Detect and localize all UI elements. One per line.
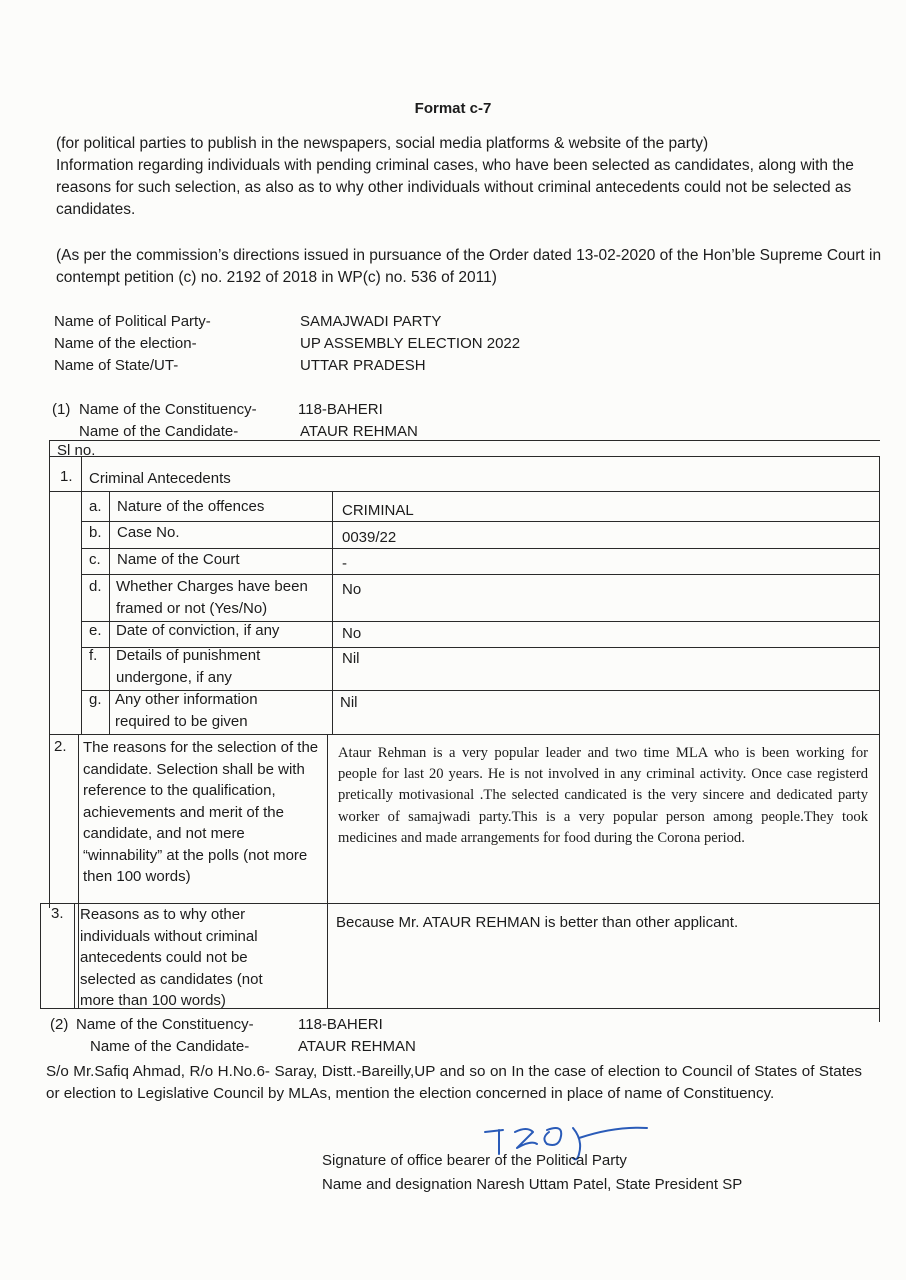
as-per-note: (As per the commission’s directions issued in pursuance of the Order dated 13-02-2020 of the Hon’ble Supreme Court in contempt petition (c) no. 2192 of 2018 in WP(c) no. 536 of 2011) xyxy=(56,247,882,286)
party-label: Name of Political Party- xyxy=(54,313,211,330)
row-label: Date of conviction, if any xyxy=(116,622,280,639)
section1-title: Criminal Antecedents xyxy=(89,470,231,487)
row-letter: e. xyxy=(89,622,102,639)
row-letter: f. xyxy=(89,647,98,664)
format-title: Format c-7 xyxy=(414,100,492,117)
election-label: Name of the election- xyxy=(54,335,197,352)
candidate1-info xyxy=(52,399,418,443)
section1-num: 1. xyxy=(60,468,73,485)
state-label: Name of State/UT- xyxy=(54,357,179,374)
intro-purpose: (for political parties to publish in the newspapers, social media platforms & website of the party) xyxy=(56,135,709,152)
candidate1-constituency-value: 118-BAHERI xyxy=(298,401,383,418)
candidate1-num: (1) xyxy=(52,401,71,418)
row-letter: g. xyxy=(89,691,102,708)
candidate1-candidate-value: ATAUR REHMAN xyxy=(300,423,418,440)
row-value: No xyxy=(342,581,362,598)
candidate1-candidate-label: Name of the Candidate- xyxy=(79,423,239,440)
row-value: Nil xyxy=(340,694,358,711)
row-letter: c. xyxy=(89,551,101,568)
row-value: Nil xyxy=(342,650,360,667)
section2-value: Ataur Rehman is a very popular leader and two time MLA who is been working for people for last 20 years. He is not involved in any criminal activity. Once case registerd pretically motivasional .The selected candicated is the very sincere and dedicated party worker of samajwadi party.This is a very popular person among people.They took medicines and made arrangements for food during the Corona period. xyxy=(338,745,868,846)
intro-block xyxy=(56,133,886,221)
section2-label: The reasons for the selection of the candidate. Selection shall be with reference to the qualification, achievements and merit of the candidate, and not mere “winnability” at the polls (not more then 100 words) xyxy=(83,739,319,885)
row-letter: a. xyxy=(89,498,102,515)
signature-label: Signature of office bearer of the Political Party xyxy=(322,1152,627,1169)
candidate2-address: S/o Mr.Safiq Ahmad, R/o H.No.6- Saray, Distt.-Bareilly,UP and so on In the case of election to Council of States of States or election to Legislative Council by MLAs, mention the election concerned in place of name of Constituency. xyxy=(46,1063,862,1102)
candidate1-constituency-label: Name of the Constituency- xyxy=(79,401,257,418)
candidate2-candidate-value: ATAUR REHMAN xyxy=(298,1038,416,1055)
row-label: Nature of the offences xyxy=(117,498,265,515)
row-label: Name of the Court xyxy=(117,551,240,568)
candidate2-constituency-value: 118-BAHERI xyxy=(298,1016,383,1033)
row-value: No xyxy=(342,625,362,642)
section2-num: 2. xyxy=(54,738,67,755)
row-label: Any other information required to be given xyxy=(115,691,258,730)
sl-no-header: Sl no. xyxy=(57,442,96,459)
row-value: 0039/22 xyxy=(342,529,397,546)
section3-value: Because Mr. ATAUR REHMAN is better than other applicant. xyxy=(336,914,739,931)
candidate2-num: (2) xyxy=(50,1016,69,1033)
row-label: Details of punishment undergone, if any xyxy=(116,647,261,686)
row-letter: d. xyxy=(89,578,102,595)
party-info xyxy=(54,311,520,377)
candidate2-constituency-label: Name of the Constituency- xyxy=(76,1016,254,1033)
party-value: SAMAJWADI PARTY xyxy=(300,313,442,330)
intro-info: Information regarding individuals with pending criminal cases, who have been selected as candidates, along with the reasons for such selection, as also as to why other individuals without criminal antecedents could not be selected as candidates. xyxy=(56,157,854,218)
row-label: Case No. xyxy=(117,524,180,541)
candidate2-info xyxy=(50,1014,416,1058)
section3-num: 3. xyxy=(51,905,64,922)
row-label: Whether Charges have been framed or not (Yes/No) xyxy=(116,578,308,617)
section3-label: Reasons as to why other individuals without criminal antecedents could not be selected as candidates (not more than 100 words) xyxy=(80,906,263,1009)
signatory-name: Name and designation Naresh Uttam Patel, State President SP xyxy=(322,1176,743,1193)
row-value: - xyxy=(342,555,347,572)
row-letter: b. xyxy=(89,524,102,541)
state-value: UTTAR PRADESH xyxy=(300,357,426,374)
election-value: UP ASSEMBLY ELECTION 2022 xyxy=(300,335,521,352)
candidate2-candidate-label: Name of the Candidate- xyxy=(90,1038,250,1055)
row-value: CRIMINAL xyxy=(342,502,414,519)
